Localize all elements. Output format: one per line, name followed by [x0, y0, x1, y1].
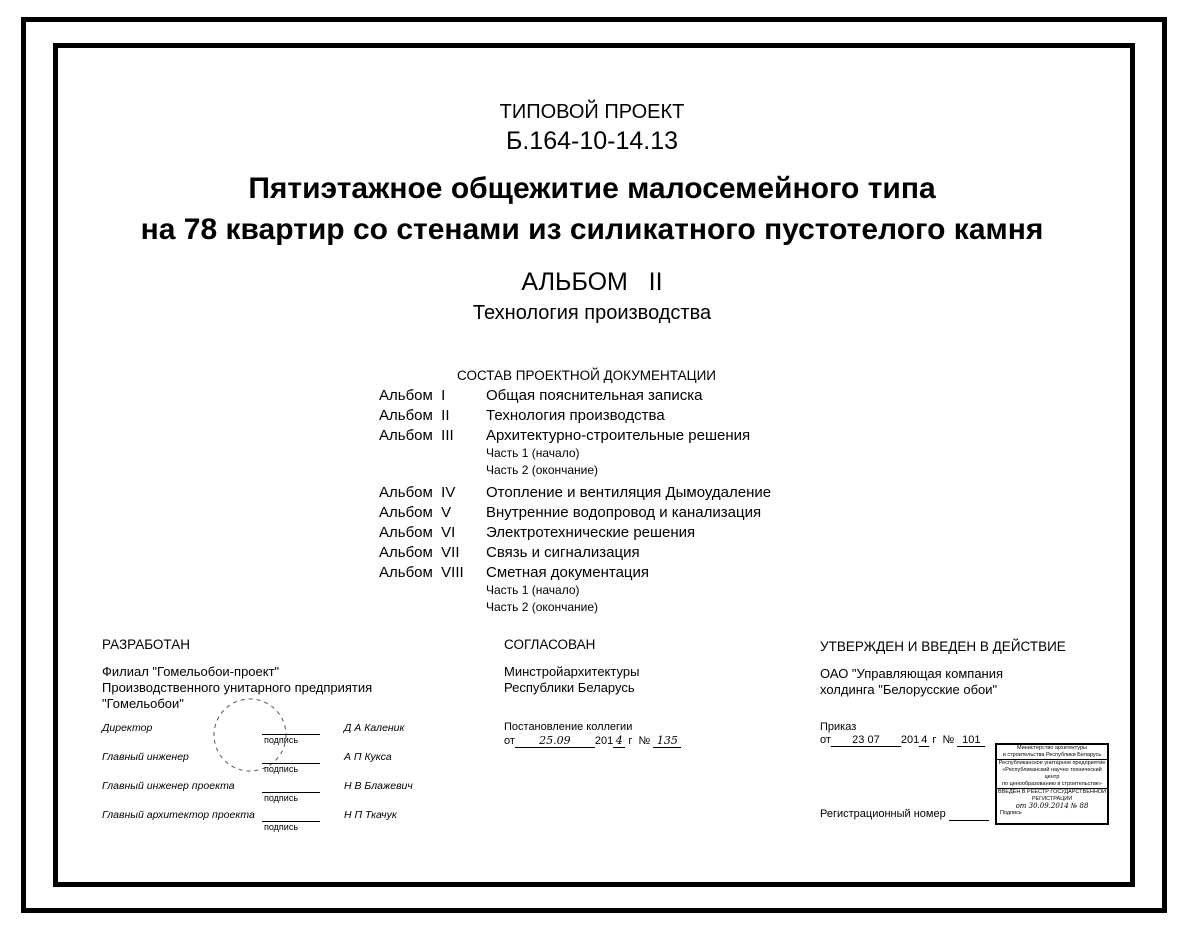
- developed-org-3: "Гомельобои": [102, 696, 184, 711]
- album-item: [379, 524, 695, 541]
- album-label: АЛЬБОМ II: [521, 268, 663, 296]
- agreed-number: 135: [653, 734, 681, 748]
- signature-line: [262, 809, 320, 822]
- album-item-title: Общая пояснительная записка: [486, 387, 703, 404]
- agreed-heading: СОГЛАСОВАН: [504, 637, 596, 652]
- approved-doc: Приказ: [820, 721, 857, 733]
- album-part: Часть 1 (начало): [486, 446, 580, 460]
- project-type: ТИПОВОЙ ПРОЕКТ: [499, 101, 685, 123]
- developed-heading: РАЗРАБОТАН: [102, 637, 190, 652]
- agreed-org-1: Минстройархитектуры: [504, 664, 640, 679]
- agreed-date: 25.09: [515, 734, 595, 748]
- signatory-role: Главный архитектор проекта: [102, 809, 255, 821]
- album-item-label: Альбом V: [379, 504, 452, 521]
- approved-org-2: холдинга "Белорусские обои": [820, 682, 998, 697]
- album-item-label: Альбом III: [379, 427, 454, 444]
- signatory-name: Д А Каленик: [344, 722, 405, 734]
- album-name: Технология производства: [472, 302, 712, 324]
- album-item-title: Архитектурно-строительные решения: [486, 427, 751, 444]
- composition-heading: СОСТАВ ПРОЕКТНОЙ ДОКУМЕНТАЦИИ: [457, 368, 716, 383]
- title-line-2: на 78 квартир со стенами из силикатного пустотелого камня: [140, 213, 1044, 246]
- signature-caption: подпись: [264, 822, 299, 832]
- approved-heading: УТВЕРЖДЕН И ВВЕДЕН В ДЕЙСТВИЕ: [820, 639, 1066, 654]
- agreed-order-line: от 25.09 201 4 г № 135: [504, 734, 681, 748]
- album-item-label: Альбом VIII: [379, 564, 464, 581]
- developed-org-2: Производственного унитарного предприятия: [102, 680, 373, 695]
- album-part: Часть 2 (окончание): [486, 463, 599, 477]
- signatory-name: А П Кукса: [344, 751, 392, 763]
- album-item-title: Отопление и вентиляция Дымоудаление: [486, 484, 772, 501]
- album-item: [379, 427, 750, 444]
- album-part: Часть 2 (окончание): [486, 600, 599, 614]
- signature-line: [262, 722, 320, 735]
- approved-order-line: от 23 07 201 4 г № 101: [820, 734, 985, 747]
- signature-caption: подпись: [264, 764, 299, 774]
- signatory-role: Главный инженер проекта: [102, 780, 235, 792]
- developed-org-1: Филиал "Гомельобои-проект": [102, 664, 280, 679]
- approved-number: 101: [957, 734, 985, 747]
- title-line-1: Пятиэтажное общежитие малосемейного типа: [248, 172, 936, 205]
- signatory-name: Н В Блажевич: [344, 780, 413, 792]
- signature-line: [262, 780, 320, 793]
- album-item-title: Электротехнические решения: [486, 524, 696, 541]
- album-item: [379, 407, 665, 424]
- album-item-title: Сметная документация: [486, 564, 650, 581]
- signatory-name: Н П Ткачук: [344, 809, 397, 821]
- album-item: [379, 564, 649, 581]
- signature-caption: подпись: [264, 735, 299, 745]
- album-item: [379, 504, 761, 521]
- album-item-label: Альбом I: [379, 387, 446, 404]
- approved-date: 23 07: [831, 734, 901, 747]
- album-part: Часть 1 (начало): [486, 583, 580, 597]
- album-item-title: Связь и сигнализация: [486, 544, 640, 561]
- project-code: Б.164-10-14.13: [505, 127, 679, 155]
- agreed-org-2: Республики Беларусь: [504, 680, 635, 695]
- signature-caption: подпись: [264, 793, 299, 803]
- signatory-role: Главный инженер: [102, 751, 189, 763]
- album-item-label: Альбом II: [379, 407, 450, 424]
- album-item: [379, 484, 771, 501]
- agreed-doc: Постановление коллегии: [504, 721, 633, 733]
- registration-number: Регистрационный номер: [820, 808, 989, 821]
- registration-stamp: Министерство архитектуры и строительства Республики Беларусь Республиканское унитарное предприятие «Республиканский научно технический центр по ценообразованию в строительстве» ВВЕДЕН В РЕЕСТР ГОСУДАРСТВЕННОЙ РЕГИСТРАЦИИ от 30.09.2014 № 88 Подпись: [995, 743, 1109, 825]
- album-item-label: Альбом VI: [379, 524, 456, 541]
- album-item-label: Альбом VII: [379, 544, 460, 561]
- album-item: [379, 387, 702, 404]
- album-item: [379, 544, 640, 561]
- album-item-title: Технология производства: [486, 407, 665, 424]
- signatory-role: Директор: [102, 722, 153, 734]
- album-item-title: Внутренние водопровод и канализация: [486, 504, 762, 521]
- album-item-label: Альбом IV: [379, 484, 456, 501]
- signature-line: [262, 751, 320, 764]
- approved-org-1: ОАО "Управляющая компания: [820, 666, 1004, 681]
